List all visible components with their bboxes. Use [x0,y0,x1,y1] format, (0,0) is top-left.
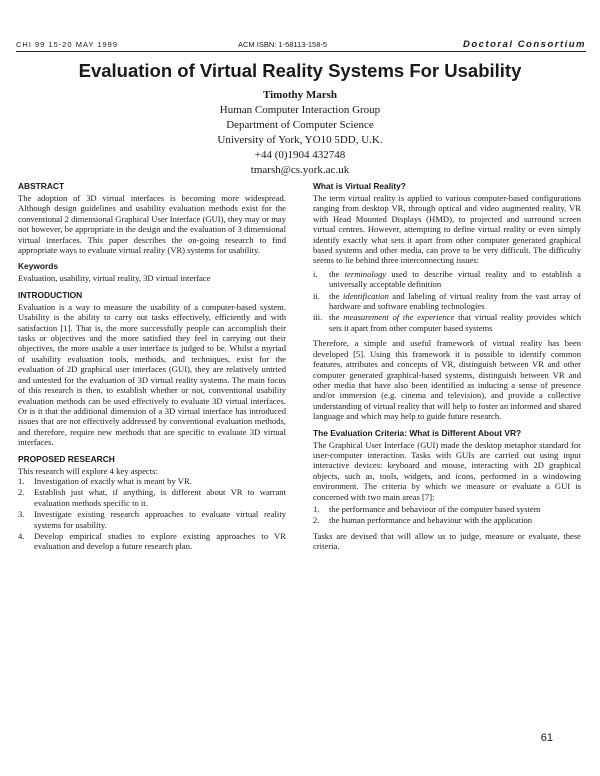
right-column [313,181,581,558]
list-item [313,504,581,514]
paper-title: Evaluation of Virtual Reality Systems For Usability [78,60,522,81]
author-group: Human Computer Interaction Group [219,104,381,116]
list-marker: 1. [313,503,320,514]
list-item-text: Investigation of exactly what is meant by VR. [34,475,192,486]
framework-text: Therefore, a simple and useful framework of virtual reality has been developed [5]. Using this framework it is possible to identify common features, attributes and concepts of VR, distinguish between VR and other computer generated graphical-based systems, distinguish between VR and other media that have also been identified as inducing a sense of presence and/or immersion (e.g. cinema and television), and provide a collective understanding of virtual reality that will help to foster an informed and shared language and which may help to guide future research. [313,338,581,422]
list-item [313,291,581,312]
list-item [18,487,286,508]
conference-label: CHI 99 15-20 MAY 1999 [16,40,119,49]
tasks-text: Tasks are devised that will allow us to judge, measure or evaluate, these criteria. [313,530,581,552]
list-item-post: that virtual reality provides which sets it apart from other computer based systems [329,312,581,333]
author-email: tmarsh@cs.york.ac.uk [250,164,350,176]
proposed-research-list [18,476,286,552]
list-item-emphasis: terminology [344,268,387,279]
list-item [18,531,286,552]
list-item-pre: the [329,312,344,323]
isbn-label: ACM ISBN: 1-58113-158-5 [238,40,328,49]
list-marker: 1. [18,475,25,486]
list-item-post: used to describe virtual reality and to establish a universally acceptable definition [329,268,581,290]
list-item-emphasis: measurement of the experience [343,312,455,323]
author-university: University of York, YO10 5DD, U.K. [217,134,383,146]
keywords-heading: Keywords [18,261,59,272]
proposed-research-intro: This research will explore 4 key aspects: [18,465,158,476]
list-marker: ii. [313,290,320,301]
author-phone: +44 (0)1904 432748 [254,149,346,161]
list-item-text: Establish just what, if anything, is different about VR to warrant evaluation methods specific to it. [34,487,286,508]
what-is-vr-text: The term virtual reality is applied to various computer-based configurations ranging from desktop VR, through optical and video augmented reality, VR with Head Mounted Displays (HMD), to projected and surround screen virtual centres. However, attempting to define virtual reality or even simply identify exactly what sets it apart from other computer generated graphical based systems and other media, can prove to be very difficult. The difficulty seems to lie behind three interconnecting issues: [313,193,581,266]
list-item-text: the human performance and behaviour with the application [329,515,533,526]
list-item-emphasis: identification [342,290,389,301]
list-item [18,476,286,486]
list-item [313,312,581,333]
evaluation-criteria-text: The Graphical User Interface (GUI) made the desktop metaphor standard for user-computer interaction. Tasks with GUIs are carried out using input interactive devices: keyboard and mouse, interacting with 2D graphical objects, such as, tools, widgets, and icons, performed in a windowing environment. The criteria by which we measure or evaluate a GUI is concerned with two main areas [7]: [313,439,581,502]
list-item [313,269,581,290]
list-item-text: Develop empirical studies to explore existing approaches to VR evaluation and develop a future research plan. [34,530,286,552]
list-marker: 2. [313,515,320,526]
page-number: 61 [540,732,553,744]
header-rule [16,51,586,52]
list-marker: iii. [313,312,323,323]
keywords-text: Evaluation, usability, virtual reality, 3D virtual interface [18,273,211,284]
list-item-text: Investigate existing research approaches to evaluate virtual reality systems for usability. [34,509,286,530]
author-name: Timothy Marsh [262,89,338,101]
list-item [313,515,581,525]
list-marker: i. [313,268,318,279]
list-item-pre: the [329,268,345,279]
list-item-pre: the [329,290,343,301]
abstract-text: The adoption of 3D virtual interfaces is becoming more widespread. Although design guidelines and usability evaluation methods exist for the conventional 2 dimensional Graphical User Interface (GUI), they may or may not however, be appropriate in the design and the evaluation of 3 dimensional virtual interfaces. This paper describes the on-going research to find appropriate ways to evaluate virtual reality (VR) systems for usability. [18,193,286,256]
list-marker: 2. [18,487,25,498]
author-block [0,88,600,178]
proposed-research-heading: PROPOSED RESEARCH [18,453,115,464]
author-department: Department of Computer Science [226,119,374,131]
list-marker: 3. [18,509,25,520]
list-item-text: the performance and behaviour of the computer based system [329,503,541,514]
list-item [18,509,286,530]
introduction-heading: INTRODUCTION [18,289,83,300]
issues-list [313,269,581,333]
left-column [18,181,286,557]
list-item-post: and labeling of virtual reality from the vast array of hardware and software enabling technologies [329,290,581,312]
list-marker: 4. [18,530,25,541]
criteria-list [313,504,581,526]
evaluation-criteria-heading: The Evaluation Criteria: What is Different About VR? [313,427,522,438]
section-label: Doctoral Consortium [463,39,586,50]
introduction-text: Evaluation is a way to measure the usability of a computer-based system. Usability is the ability to carry out tasks effectively, efficiently and with satisfaction [1]. That is, the more successfully people can accomplish their tasks or objectives and the more satisfied they feel in carrying out their objectives, the more usable a user interface is judged to be. Whilst a myriad of usability evaluation tools, methods, and techniques, exist for the evaluation of 2D graphical user interfaces (GUI), they are relatively untried and untested for the evaluation of 3D virtual reality systems. The main focus of this research is then, to establish whether or not, conventional usability evaluation methods can be used effectively to evaluate 3D virtual interfaces. Or is it that the additional dimension of a 3D virtual interface has introduced issues that are not effectively addressed by conventional evaluation methods, and therefore, require new methods that are specific to evaluate 3D virtual interfaces. [18,301,286,448]
what-is-vr-heading: What is Virtual Reality? [313,181,406,191]
abstract-heading: ABSTRACT [18,181,65,191]
